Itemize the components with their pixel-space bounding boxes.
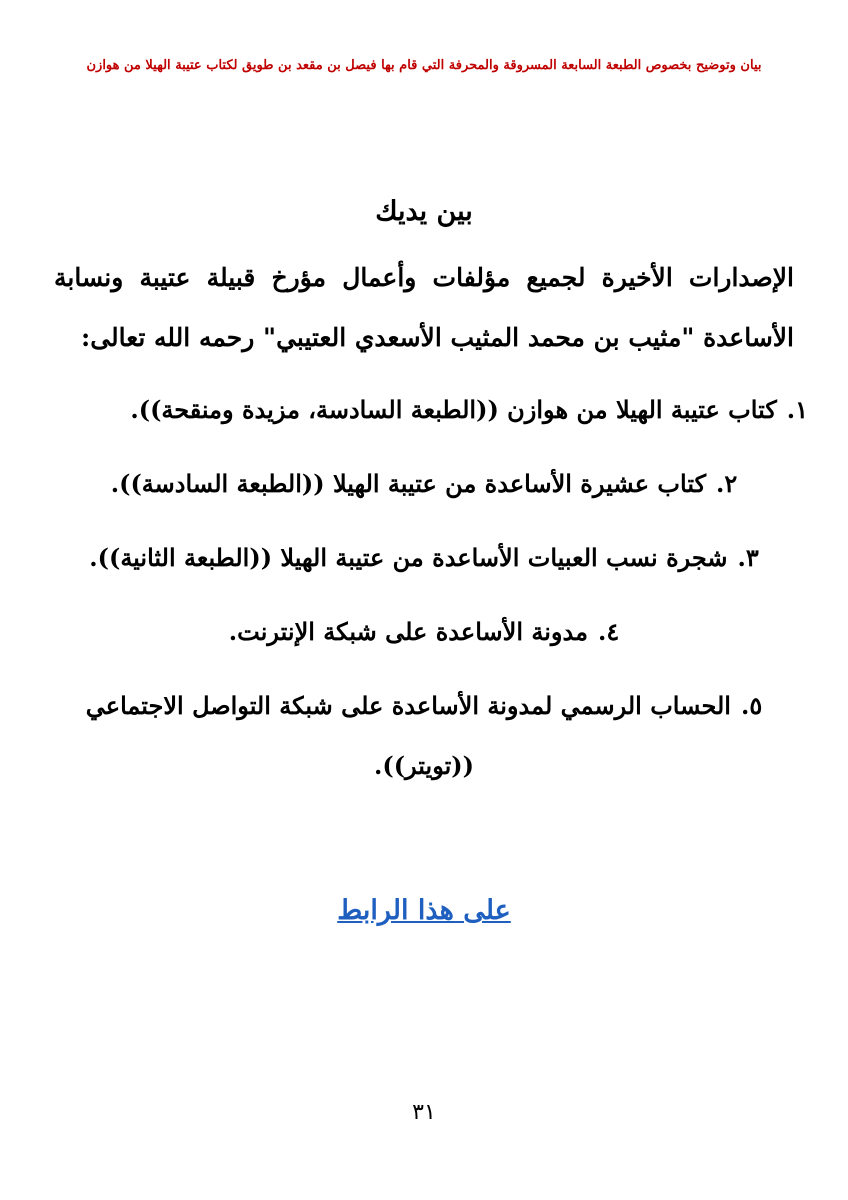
list-item-number: ٥. [740, 691, 763, 720]
list-item-text: الحساب الرسمي لمدونة الأساعدة على شبكة التواصل الاجتماعي ((تويتر)). [85, 691, 731, 780]
list-item-number: ١. [786, 395, 808, 424]
list-item [40, 380, 808, 440]
publications-list [40, 380, 808, 796]
intro-paragraph: الإصدارات الأخيرة لجميع مؤلفات وأعمال مؤرخ قبيلة عتيبة ونسابة الأساعدة "مثيب بن محمد المثيب الأسعدي العتيبي" رحمه الله تعالى: [54, 263, 794, 352]
list-item-text: كتاب عتيبة الهيلا من هوازن ((الطبعة السادسة، مزيدة ومنقحة)). [130, 395, 777, 424]
section-heading: بين يديك [375, 196, 473, 227]
list-item-number: ٢. [716, 469, 738, 498]
list-item [40, 602, 808, 662]
list-item [40, 454, 808, 514]
list-item [40, 676, 808, 796]
download-link[interactable]: على هذا الرابط [337, 895, 511, 926]
list-item-text: كتاب عشيرة الأساعدة من عتيبة الهيلا ((الطبعة السادسة)). [110, 469, 706, 498]
link-container [0, 895, 848, 926]
main-content [40, 186, 808, 810]
list-item-number: ٣. [737, 543, 759, 572]
list-item [40, 528, 808, 588]
page-number: ٣١ [412, 1100, 436, 1125]
running-header: بيان وتوضيح بخصوص الطبعة السابعة المسروقة والمحرفة التي قام بها فيصل بن مقعد بن طويق لكتاب عتيبة الهيلا من هوازن [86, 58, 762, 73]
list-item-number: ٤. [597, 617, 620, 646]
list-item-text: شجرة نسب العبيات الأساعدة من عتيبة الهيلا ((الطبعة الثانية)). [89, 543, 728, 572]
list-item-text: مدونة الأساعدة على شبكة الإنترنت. [228, 617, 588, 646]
